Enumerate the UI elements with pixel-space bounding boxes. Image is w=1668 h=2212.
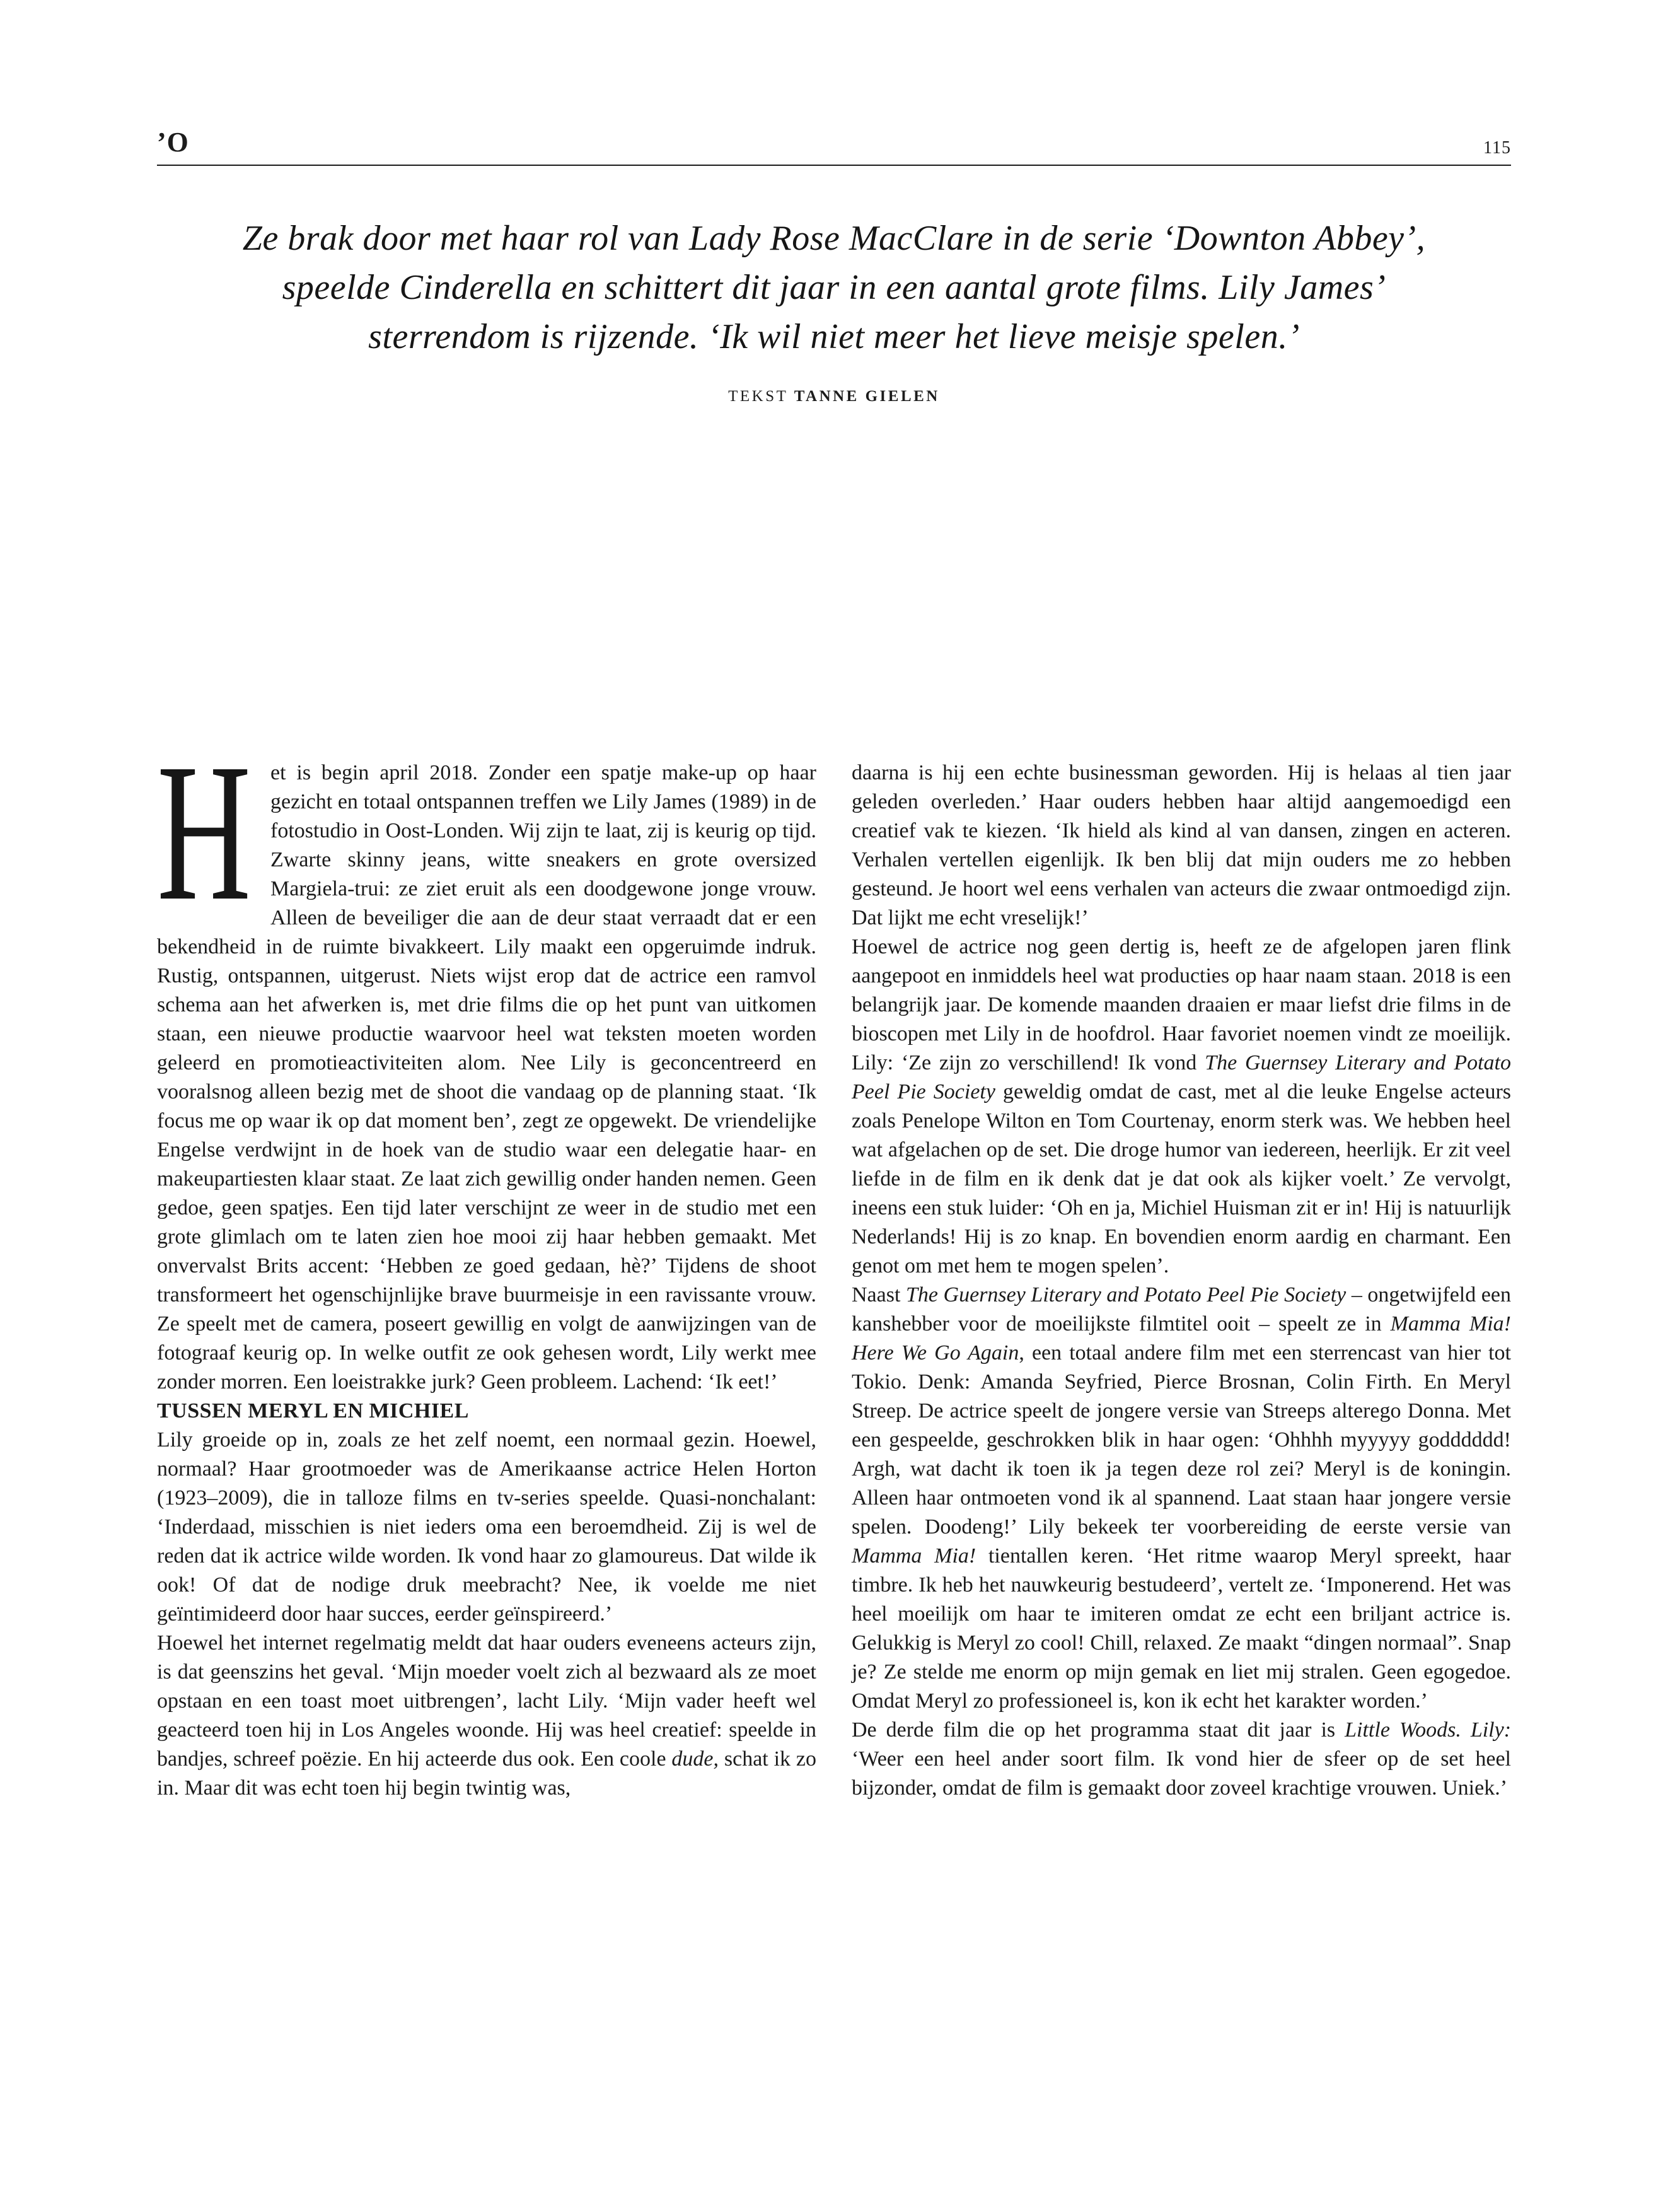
masthead: [157, 126, 1511, 166]
article-paragraph: daarna is hij een echte businessman geworden. Hij is helaas al tien jaar geleden overleden.’ Haar ouders hebben haar altijd aangemoedigd een creatief vak te kiezen. ‘Ik hield als kind al van dansen, zingen en acteren. Verhalen vertellen eigenlijk. Ik ben blij dat mijn ouders me zo hebben gesteund. Je hoort wel eens verhalen van acteurs die zwaar ontmoedigd zijn. Dat lijkt me echt vreselijk!’: [852, 761, 1511, 929]
article-paragraph: Lily groeide op in, zoals ze het zelf noemt, een normaal gezin. Hoewel, normaal? Haar grootmoeder was de Amerikaanse actrice Helen Horton (1923–2009), die in talloze films en tv-series speelde. Quasi-nonchalant: ‘Inderdaad, misschien is niet ieders oma een beroemdheid. Zij is wel de reden dat ik actrice wilde worden. Ik vond haar zo glamoureus. Dat wilde ik ook! Of dat de nodige druk meebracht? Nee, ik voelde me niet geïntimideerd door haar succes, eerder geïnspireerd.’: [157, 1428, 816, 1626]
article-headline: [157, 214, 1511, 361]
headline-line-3: sterrendom is rijzende. ‘Ik wil niet meer het lieve meisje spelen.’: [368, 317, 1300, 356]
byline: [157, 388, 1511, 405]
page-content: [157, 0, 1511, 1803]
article-paragraph: Hoewel de actrice nog geen dertig is, heeft ze de afgelopen jaren flink aangepoot en inmiddels heel wat producties op haar naam staan. 2018 is een belangrijk jaar. De komende maanden draaien er maar liefst drie films in de bioscopen met Lily in de hoofdrol. Haar favoriet noemen vindt ze moeilijk. Lily: ‘Ze zijn zo verschillend! Ik vond The Guernsey Literary and Potato Peel Pie Society geweldig omdat de cast, met al die leuke Engelse acteurs zoals Penelope Wilton en Tom Courtenay, enorm sterk was. We hebben heel wat afgelachen op de set. Die droge humor van iedereen, heerlijk. Er zit veel liefde in de film en ik denk dat je dat ook als kijker voelt.’ Ze vervolgt, ineens een stuk luider: ‘Oh en ja, Michiel Huisman zit er in! Hij is natuurlijk Nederlands! Hij is zo knap. En bovendien enorm aardig en charmant. Een genot om met hem te mogen spelen’.: [852, 935, 1511, 1278]
article-body: [157, 723, 1512, 1803]
paragraph-text: et is begin april 2018. Zonder een spatje make-up op haar gezicht en totaal ontspannen treffen we Lily James (1989) in de fotostudio in Oost-Londen. Wij zijn te laat, zij is keurig op tijd. Zwarte skinny jeans, witte sneakers en grote oversized Margiela-trui: ze ziet eruit als een doodgewone jonge vrouw. Alleen de beveiliger die aan de deur staat verraadt dat er een bekendheid in de ruimte bivakkeert. Lily maakt een opgeruimde indruk. Rustig, ontspannen, uitgerust. Niets wijst erop dat de actrice een ramvol schema aan het afwerken is, met drie films die op het punt van uitkomen staan, een nieuwe productie waarvoor heel wat teksten moeten worden geleerd en promotieactiviteiten alom. Nee Lily is geconcentreerd en vooralsnog alleen bezig met de shoot die vandaag op de planning staat. ‘Ik focus me op waar ik op dat moment ben’, zegt ze opgewekt. De vriendelijke Engelse verdwijnt in de hoek van de studio waar een delegatie haar- en makeupartiesten klaar staat. Ze laat zich gewillig onder handen nemen. Geen gedoe, geen spatjes. Een tijd later verschijnt ze weer in de studio met een grote glimlach om te laten zien hoe mooi zij haar hebben gemaakt. Met onvervalst Brits accent: ‘Hebben ze goed gedaan, hè?’ Tijdens de shoot transformeert het ogenschijnlijke brave buurmeisje in een ravissante vrouw. Ze speelt met de camera, poseert gewillig en volgt de aanwijzingen van de fotograaf keurig op. In welke outfit ze ook gehesen wordt, Lily werkt mee zonder morren. Een loeistrakke jurk? Geen probleem. Lachend: ‘Ik eet!’: [157, 761, 816, 1394]
article-paragraph: De derde film die op het programma staat dit jaar is Little Woods. Lily: ‘Weer een heel ander soort film. Ik vond hier de sfeer op de set heel bijzonder, omdat de film is gemaakt door zoveel krachtige vrouwen. Uniek.’: [852, 1718, 1512, 1800]
headline-line-2: speelde Cinderella en schittert dit jaar in een aantal grote films. Lily James’: [282, 268, 1386, 307]
right-column: [852, 759, 1511, 1803]
byline-author: TANNE GIELEN: [794, 388, 940, 405]
article-paragraph: Naast The Guernsey Literary and Potato Peel Pie Society – ongetwijfeld een kanshebber voor de moeilijkste filmtitel ooit – speelt ze in Mamma Mia! Here We Go Again, een totaal andere film met een sterrencast van hier tot Tokio. Denk: Amanda Seyfried, Pierce Brosnan, Colin Firth. En Meryl Streep. De actrice speelt de jongere versie van Streeps alterego Donna. Met een gespeelde, geschrokken blik in haar ogen: ‘Ohhhh myyyyy godddddd! Argh, wat dacht ik toen ik ja tegen deze rol zei? Meryl is de koningin. Alleen haar ontmoeten vond ik al spannend. Laat staan haar jongere versie spelen. Doodeng!’ Lily bekeek ter voorbereiding de eerste versie van Mamma Mia! tientallen keren. ‘Het ritme waarop Meryl spreekt, haar timbre. Ik heb het nauwkeurig bestudeerd’, vertelt ze. ‘Imponerend. Het was heel moeilijk om haar te imiteren omdat ze echt een briljant actrice is. Gelukkig is Meryl zo cool! Chill, relaxed. Ze maakt “dingen normaal”. Snap je? Ze stelde me enorm op mijn gemak en liet mij stralen. Geen egogedoe. Omdat Meryl zo professioneel is, kon ik echt het karakter worden.’: [852, 1283, 1511, 1713]
article-paragraph: Hoewel het internet regelmatig meldt dat haar ouders eveneens acteurs zijn, is dat geenszins het geval. ‘Mijn moeder voelt zich al bezwaard als ze moet opstaan en een toast moet uitbrengen’, lacht Lily. ‘Mijn vader heeft wel geacteerd toen hij in Los Angeles woonde. Hij was heel creatief: speelde in bandjes, schreef poëzie. En hij acteerde dus ook. Een coole dude, schat ik zo in. Maar dit was echt toen hij begin twintig was,: [157, 1631, 816, 1800]
byline-label: TEKST: [728, 388, 788, 405]
section-heading-tussen-meryl-en-michiel: TUSSEN MERYL EN MICHIEL: [157, 1399, 469, 1423]
page-number: 115: [1483, 138, 1511, 158]
drop-cap: H: [157, 723, 252, 941]
left-column: [157, 723, 816, 1803]
headline-line-1: Ze brak door met haar rol van Lady Rose MacClare in de serie ‘Downton Abbey’,: [242, 219, 1426, 258]
magazine-logo: ’O: [157, 127, 189, 158]
article-paragraph: [157, 723, 816, 1397]
